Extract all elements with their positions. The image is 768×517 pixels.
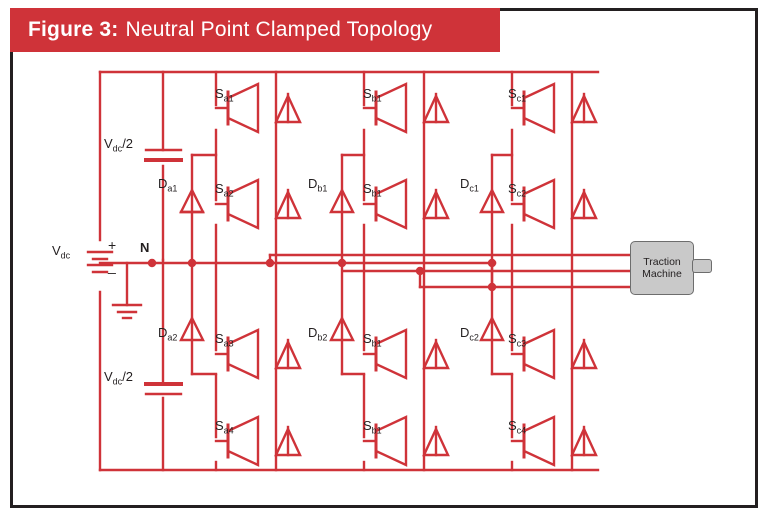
label-vdc-half-bottom: $V_{dc}/2$ xyxy=(104,369,134,387)
sc1-body xyxy=(524,84,554,132)
junction-clamp-b xyxy=(338,259,346,267)
label-switch-sc4: $S_{c4}$ xyxy=(508,418,527,436)
label-diode-da1: $D_{a1}$ xyxy=(158,176,178,194)
junction-clamp-c xyxy=(488,259,496,267)
label-switch-sc2: $S_{c2}$ xyxy=(508,181,527,199)
junction-out-b xyxy=(416,267,424,275)
label-diode-dc2: $D_{c2}$ xyxy=(460,325,479,343)
label-diode-da2: $D_{a2}$ xyxy=(158,325,178,343)
label-switch-sb2: $S_{b1}$ xyxy=(363,181,382,199)
junction-out-a xyxy=(266,259,274,267)
label-neutral-point: N xyxy=(140,240,150,255)
label-switch-sb4: $S_{b1}$ xyxy=(363,418,382,436)
label-switch-sa4: $S_{a4}$ xyxy=(215,418,234,436)
label-switch-sc1: $S_{c1}$ xyxy=(508,86,527,104)
figure-caption: Neutral Point Clamped Topology xyxy=(125,18,433,41)
label-diode-db1: $D_{b1}$ xyxy=(308,176,328,194)
label-vdc: $V_{dc}$ xyxy=(52,243,71,261)
label-switch-sa3: $S_{a3}$ xyxy=(215,331,234,349)
sc3-body xyxy=(524,330,554,378)
junction-n xyxy=(148,259,156,267)
junction-clamp-a xyxy=(188,259,196,267)
label-switch-sb3: $S_{b1}$ xyxy=(363,331,382,349)
label-vdc-half-top: $V_{dc}/2$ xyxy=(104,136,134,154)
label-polarity-minus: _ xyxy=(108,258,116,274)
label-switch-sa1: $S_{a1}$ xyxy=(215,86,234,104)
traction-machine-line1: Traction xyxy=(643,256,681,268)
label-polarity-plus: + xyxy=(108,237,117,253)
sc2-body xyxy=(524,180,554,228)
traction-machine-shaft xyxy=(692,259,712,273)
label-switch-sa2: $S_{a2}$ xyxy=(215,181,234,199)
traction-machine xyxy=(630,241,694,295)
label-switch-sc3: $S_{c3}$ xyxy=(508,331,527,349)
label-diode-db2: $D_{b2}$ xyxy=(308,325,328,343)
label-diode-dc1: $D_{c1}$ xyxy=(460,176,479,194)
junction-out-c xyxy=(488,283,496,291)
figure-number: Figure 3: xyxy=(28,18,119,41)
label-switch-sb1: $S_{b1}$ xyxy=(363,86,382,104)
traction-machine-line2: Machine xyxy=(642,268,682,280)
sc4-body xyxy=(524,417,554,465)
